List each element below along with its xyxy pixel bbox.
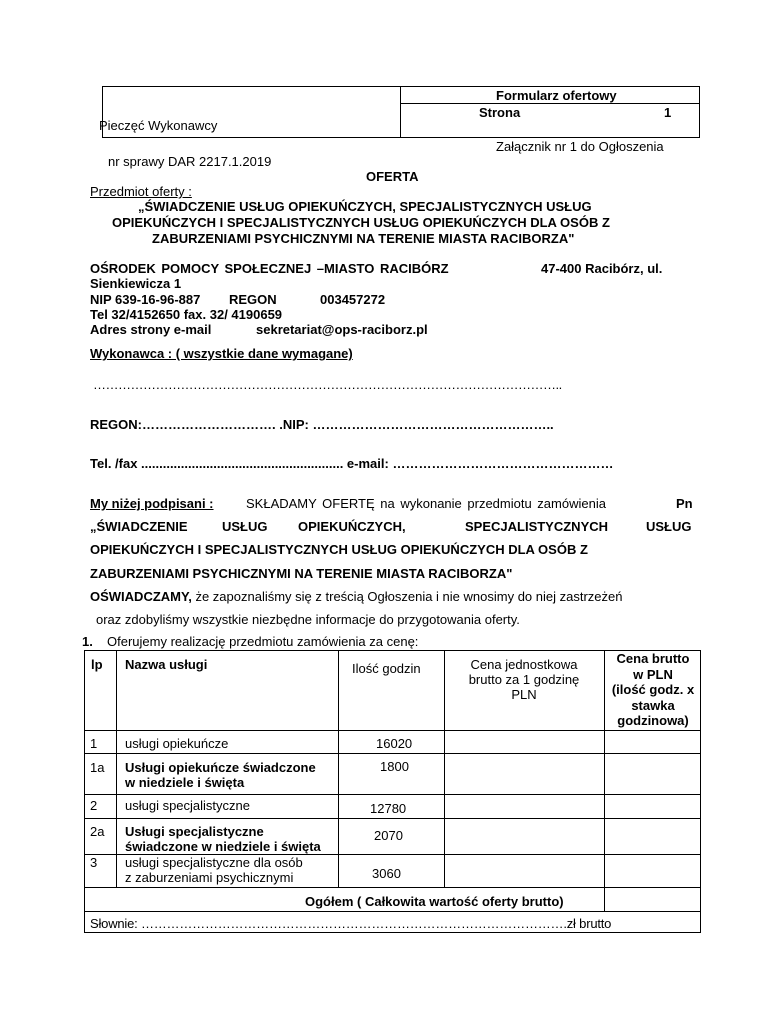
- row-2-lp: 1a: [90, 760, 105, 775]
- signed-label: My niżej podpisani :: [90, 496, 214, 511]
- declaration-word-5: USŁUG: [646, 519, 692, 534]
- table-bottom-line: [84, 932, 701, 933]
- row-1-name: usługi opiekuńcze: [125, 736, 229, 751]
- declaration-line-3: OPIEKUŃCZYCH I SPECJALISTYCZNYCH USŁUG OPIEKUŃCZYCH DLA OSÓB Z: [90, 542, 588, 557]
- header-total-line-3: (ilość godz. x: [611, 682, 695, 697]
- row-5-name-line-2: z zaburzeniami psychicznymi: [125, 870, 294, 885]
- row-3-name: usługi specjalistyczne: [125, 798, 251, 813]
- table-header-line: [84, 730, 701, 731]
- header-total-line-4: stawka: [631, 697, 675, 713]
- orderer-email: sekretariat@ops-raciborz.pl: [256, 322, 428, 337]
- declare-label: OŚWIADCZAMY,: [90, 589, 192, 604]
- declaration-word-3: OPIEKUŃCZYCH,: [298, 519, 406, 534]
- declaration-word-2: USŁUG: [222, 519, 268, 534]
- orderer-nip: NIP 639-16-96-887: [90, 292, 201, 307]
- contractor-dots[interactable]: …………………………………………………………………………………………………..: [93, 377, 562, 392]
- orderer-web-label: Adres strony e-mail: [90, 322, 212, 337]
- row-4-name: [125, 824, 337, 854]
- row-3-lp: 2: [90, 798, 98, 813]
- row-2-name-line-2: w niedziele i święta: [125, 775, 245, 790]
- offer-text: Oferujemy realizację przedmiotu zamówienia za cenę:: [107, 634, 419, 649]
- contractor-regon-nip[interactable]: REGON:…………………………. .NIP: ………………………………………………..: [90, 417, 554, 432]
- header-unit-price-line-2: brutto za 1 godzinę: [468, 672, 580, 687]
- contractor-tel-email[interactable]: Tel. /fax ........................................................ e-mail: ……………………………………………: [90, 456, 614, 471]
- header-lp: lp: [91, 657, 103, 672]
- header-box-bottom: [102, 137, 700, 138]
- orderer-regon-value: 003457272: [320, 292, 386, 307]
- form-title: Formularz ofertowy: [496, 88, 617, 103]
- attachment-label: Załącznik nr 1 do Ogłoszenia: [496, 139, 664, 154]
- row-2-hours: 1800: [380, 759, 409, 774]
- declaration-word-1: „ŚWIADCZENIE: [90, 519, 188, 534]
- orderer-street: Sienkiewicza 1: [90, 276, 182, 291]
- table-row-line-3: [84, 818, 701, 819]
- row-4-name-line-2: świadczone w niedziele i święta: [125, 839, 321, 854]
- row-4-name-line-1: Usługi specjalistyczne: [125, 824, 264, 839]
- header-hours: Ilość godzin: [352, 661, 421, 676]
- row-2-name: [125, 760, 316, 790]
- row-2-name-line-1: Usługi opiekuńcze świadczone: [125, 760, 316, 775]
- stamp-label: Pieczęć Wykonawcy: [99, 118, 218, 133]
- orderer-name: OŚRODEK POMOCY SPOŁECZNEJ –MIASTO RACIBÓRZ: [90, 261, 449, 276]
- table-col-line-1: [116, 650, 117, 888]
- offer-number: 1.: [82, 634, 93, 649]
- table-row-line-1: [84, 753, 701, 754]
- table-right-line: [700, 650, 701, 933]
- header-total-line-2: w PLN: [633, 666, 673, 682]
- page-label: Strona: [479, 105, 521, 120]
- header-total-line-1: Cena brutto: [616, 651, 690, 666]
- table-col-line-3: [444, 650, 445, 888]
- table-col-line-2: [338, 650, 339, 888]
- case-number: nr sprawy DAR 2217.1.2019: [108, 154, 272, 169]
- table-row-line-2: [84, 794, 701, 795]
- row-1-lp: 1: [90, 736, 98, 751]
- contractor-label: Wykonawca : ( wszystkie dane wymagane): [90, 346, 353, 361]
- row-1-hours: 16020: [376, 736, 413, 751]
- header-name: Nazwa usługi: [125, 657, 208, 672]
- orderer-tel: Tel 32/4152650 fax. 32/ 4190659: [90, 307, 283, 322]
- row-4-lp: 2a: [90, 824, 105, 839]
- header-total: [606, 651, 700, 729]
- declare-text: że zapoznaliśmy się z treścią Ogłoszenia i nie wnosimy do niej zastrzeżeń: [191, 589, 623, 604]
- declaration-text-1: SKŁADAMY OFERTĘ na wykonanie przedmiotu zamówienia: [246, 496, 606, 511]
- orderer-city: 47-400 Racibórz, ul.: [541, 261, 663, 276]
- header-box-right: [699, 86, 700, 138]
- row-5-hours: 3060: [372, 866, 401, 881]
- subject-label: Przedmiot oferty :: [90, 184, 192, 199]
- row-5-lp: 3: [90, 855, 98, 870]
- declaration-pn: Pn: [676, 496, 693, 511]
- page-number: 1: [664, 105, 672, 120]
- row-3-hours: 12780: [370, 801, 407, 816]
- header-total-line-5: godzinowa): [617, 713, 689, 728]
- document-title: OFERTA: [366, 169, 419, 184]
- header-unit-price-line-3: PLN: [511, 687, 537, 702]
- table-col-line-4: [604, 650, 605, 912]
- declare-paragraph: [90, 589, 622, 604]
- header-unit-price-line-1: Cena jednostkowa: [470, 657, 578, 672]
- header-unit-price: [448, 657, 600, 702]
- total-label: Ogółem ( Całkowita wartość oferty brutto): [305, 894, 564, 909]
- header-box-top: [102, 86, 700, 87]
- subject-line-1: „ŚWIADCZENIE USŁUG OPIEKUŃCZYCH, SPECJALISTYCZNYCH USŁUG: [138, 199, 592, 214]
- declaration-line-4: ZABURZENIAMI PSYCHICZNYMI NA TERENIE MIASTA RACIBORZA": [90, 566, 513, 581]
- header-box-row-line: [400, 103, 700, 104]
- declaration-word-4: SPECJALISTYCZNYCH: [465, 519, 609, 534]
- words-label[interactable]: Słownie: ……………………………………………………………………………………….zł brutto: [90, 916, 612, 931]
- table-left-line: [84, 650, 85, 933]
- row-5-name-line-1: usługi specjalistyczne dla osób: [125, 855, 303, 870]
- subject-line-3: ZABURZENIAMI PSYCHICZNYMI NA TERENIE MIASTA RACIBORZA": [152, 231, 575, 246]
- table-row-line-5: [84, 887, 701, 888]
- table-total-line: [84, 911, 701, 912]
- declare-text-2: oraz zdobyliśmy wszystkie niezbędne informacje do przygotowania oferty.: [96, 612, 520, 627]
- row-5-name: [125, 855, 303, 885]
- header-box-mid: [400, 86, 401, 138]
- orderer-regon-label: REGON: [229, 292, 277, 307]
- subject-line-2: OPIEKUŃCZYCH I SPECJALISTYCZNYCH USŁUG OPIEKUŃCZYCH DLA OSÓB Z: [112, 215, 610, 230]
- row-4-hours: 2070: [374, 828, 403, 843]
